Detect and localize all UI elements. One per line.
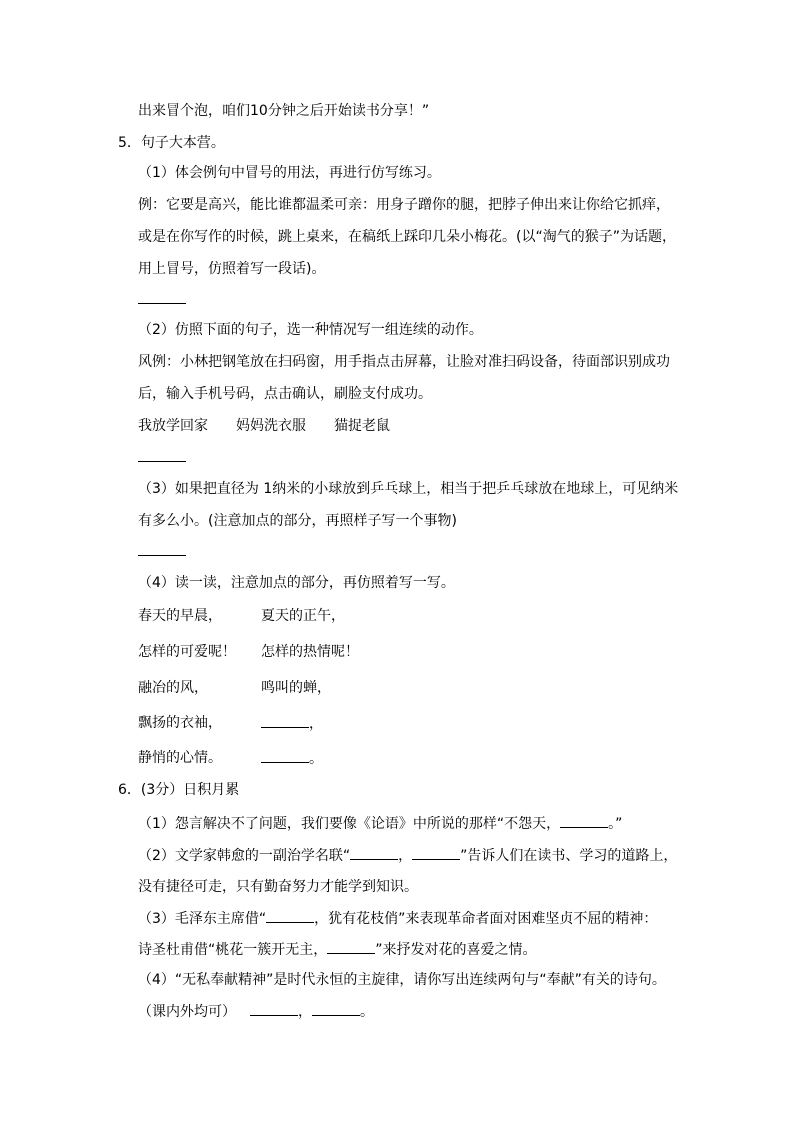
q6-part2-line2: 没有捷径可走，只有勤奋努力才能学到知识。 (138, 879, 418, 895)
answer-blank[interactable] (138, 289, 186, 310)
poem-right-blank[interactable]: 。 (261, 748, 323, 769)
q5-part3-prompt-line1: （3）如果把直径为 1纳米的小球放到乒乓球上，相当于把乒乓球放在地球上，可见纳米 (138, 481, 679, 497)
q5-part1-example-line3: 用上冒号，仿照着写一段话)。 (138, 261, 326, 277)
poem-row-4 (138, 713, 323, 733)
poem-left: 静悄的心情。 (138, 750, 222, 766)
poem-left: 春天的早晨， (138, 608, 222, 624)
answer-blank[interactable] (327, 939, 375, 954)
q5-part1-example-line1: 例：它要是高兴，能比谁都温柔可亲：用身子蹭你的腿，把脖子伸出来让你给它抓痒， (138, 197, 670, 213)
question-5-heading: 5．句子大本营。 (118, 135, 225, 151)
poem-left: 飘扬的衣袖， (138, 715, 222, 731)
q6-part4-answer: （课内外均可） ， 。 (138, 1001, 374, 1022)
answer-blank[interactable] (266, 908, 314, 923)
poem-right: 鸣叫的蝉， (261, 680, 331, 696)
poem-row-2 (138, 642, 359, 662)
answer-blank[interactable] (250, 1001, 298, 1016)
q5-part2-options (138, 416, 390, 436)
poem-right-blank[interactable]: ， (261, 713, 323, 734)
q6-part4-prompt: （4）“无私奉献精神”是时代永恒的主旋律，请你写出连续两句与“奉献”有关的诗句。 (138, 972, 666, 988)
poem-right: 夏天的正午， (261, 608, 345, 624)
poem-left: 怎样的可爱呢！ (138, 644, 236, 660)
q5-part4-prompt: （4）读一读，注意加点的部分，再仿照着写一写。 (138, 575, 455, 591)
q5-part3-prompt-line2: 有多么小。(注意加点的部分，再照样子写一个事物) (138, 513, 457, 529)
q6-part1: （1）怨言解决不了问题，我们要像《论语》中所说的那样“不怨天， 。” (138, 813, 622, 834)
text-line: 出来冒个泡，咱们10分钟之后开始读书分享！” (138, 103, 430, 119)
answer-blank[interactable] (350, 845, 398, 860)
answer-blank[interactable] (560, 813, 608, 828)
q6-part3-line1: （3）毛泽东主席借“ ，犹有花枝俏”来表现革命者面对困难坚贞不屈的精神： (138, 908, 657, 929)
answer-blank[interactable] (312, 1001, 360, 1016)
answer-blank[interactable] (138, 447, 186, 468)
option-2: 妈妈洗衣服 (236, 418, 306, 434)
q5-part1-example-line2: 或是在你写作的时候，跳上桌来，在稿纸上踩印几朵小梅花。(以“淘气的猴子”为话题， (138, 229, 676, 245)
answer-blank[interactable] (138, 541, 186, 562)
option-1: 我放学回家 (138, 418, 208, 434)
answer-blank[interactable] (412, 845, 460, 860)
q5-part2-example-line2: 后，输入手机号码，点击确认，刷脸支付成功。 (138, 386, 432, 402)
poem-right: 怎样的热情呢！ (261, 644, 359, 660)
q5-part2-example-line1: 风例：小林把钢笔放在扫码窗，用手指点击屏幕，让脸对准扫码设备，待面部识别成功 (138, 354, 670, 370)
poem-row-1 (138, 606, 345, 626)
poem-row-5 (138, 748, 323, 768)
poem-row-3 (138, 678, 331, 698)
poem-left: 融冶的风， (138, 680, 208, 696)
q6-part2-line1: （2）文学家韩愈的一副治学名联“ ， ”告诉人们在读书、学习的道路上， (138, 845, 677, 866)
question-6-heading: 6．(3分）日积月累 (118, 782, 240, 798)
option-3: 猫捉老鼠 (334, 418, 390, 434)
q5-part2-prompt: （2）仿照下面的句子，选一种情况写一组连续的动作。 (138, 322, 483, 338)
q6-part3-line2: 诗圣杜甫借“桃花一簇开无主， ”来抒发对花的喜爱之情。 (138, 939, 537, 960)
q5-part1-prompt: （1）体会例句中冒号的用法，再进行仿写练习。 (138, 165, 441, 181)
